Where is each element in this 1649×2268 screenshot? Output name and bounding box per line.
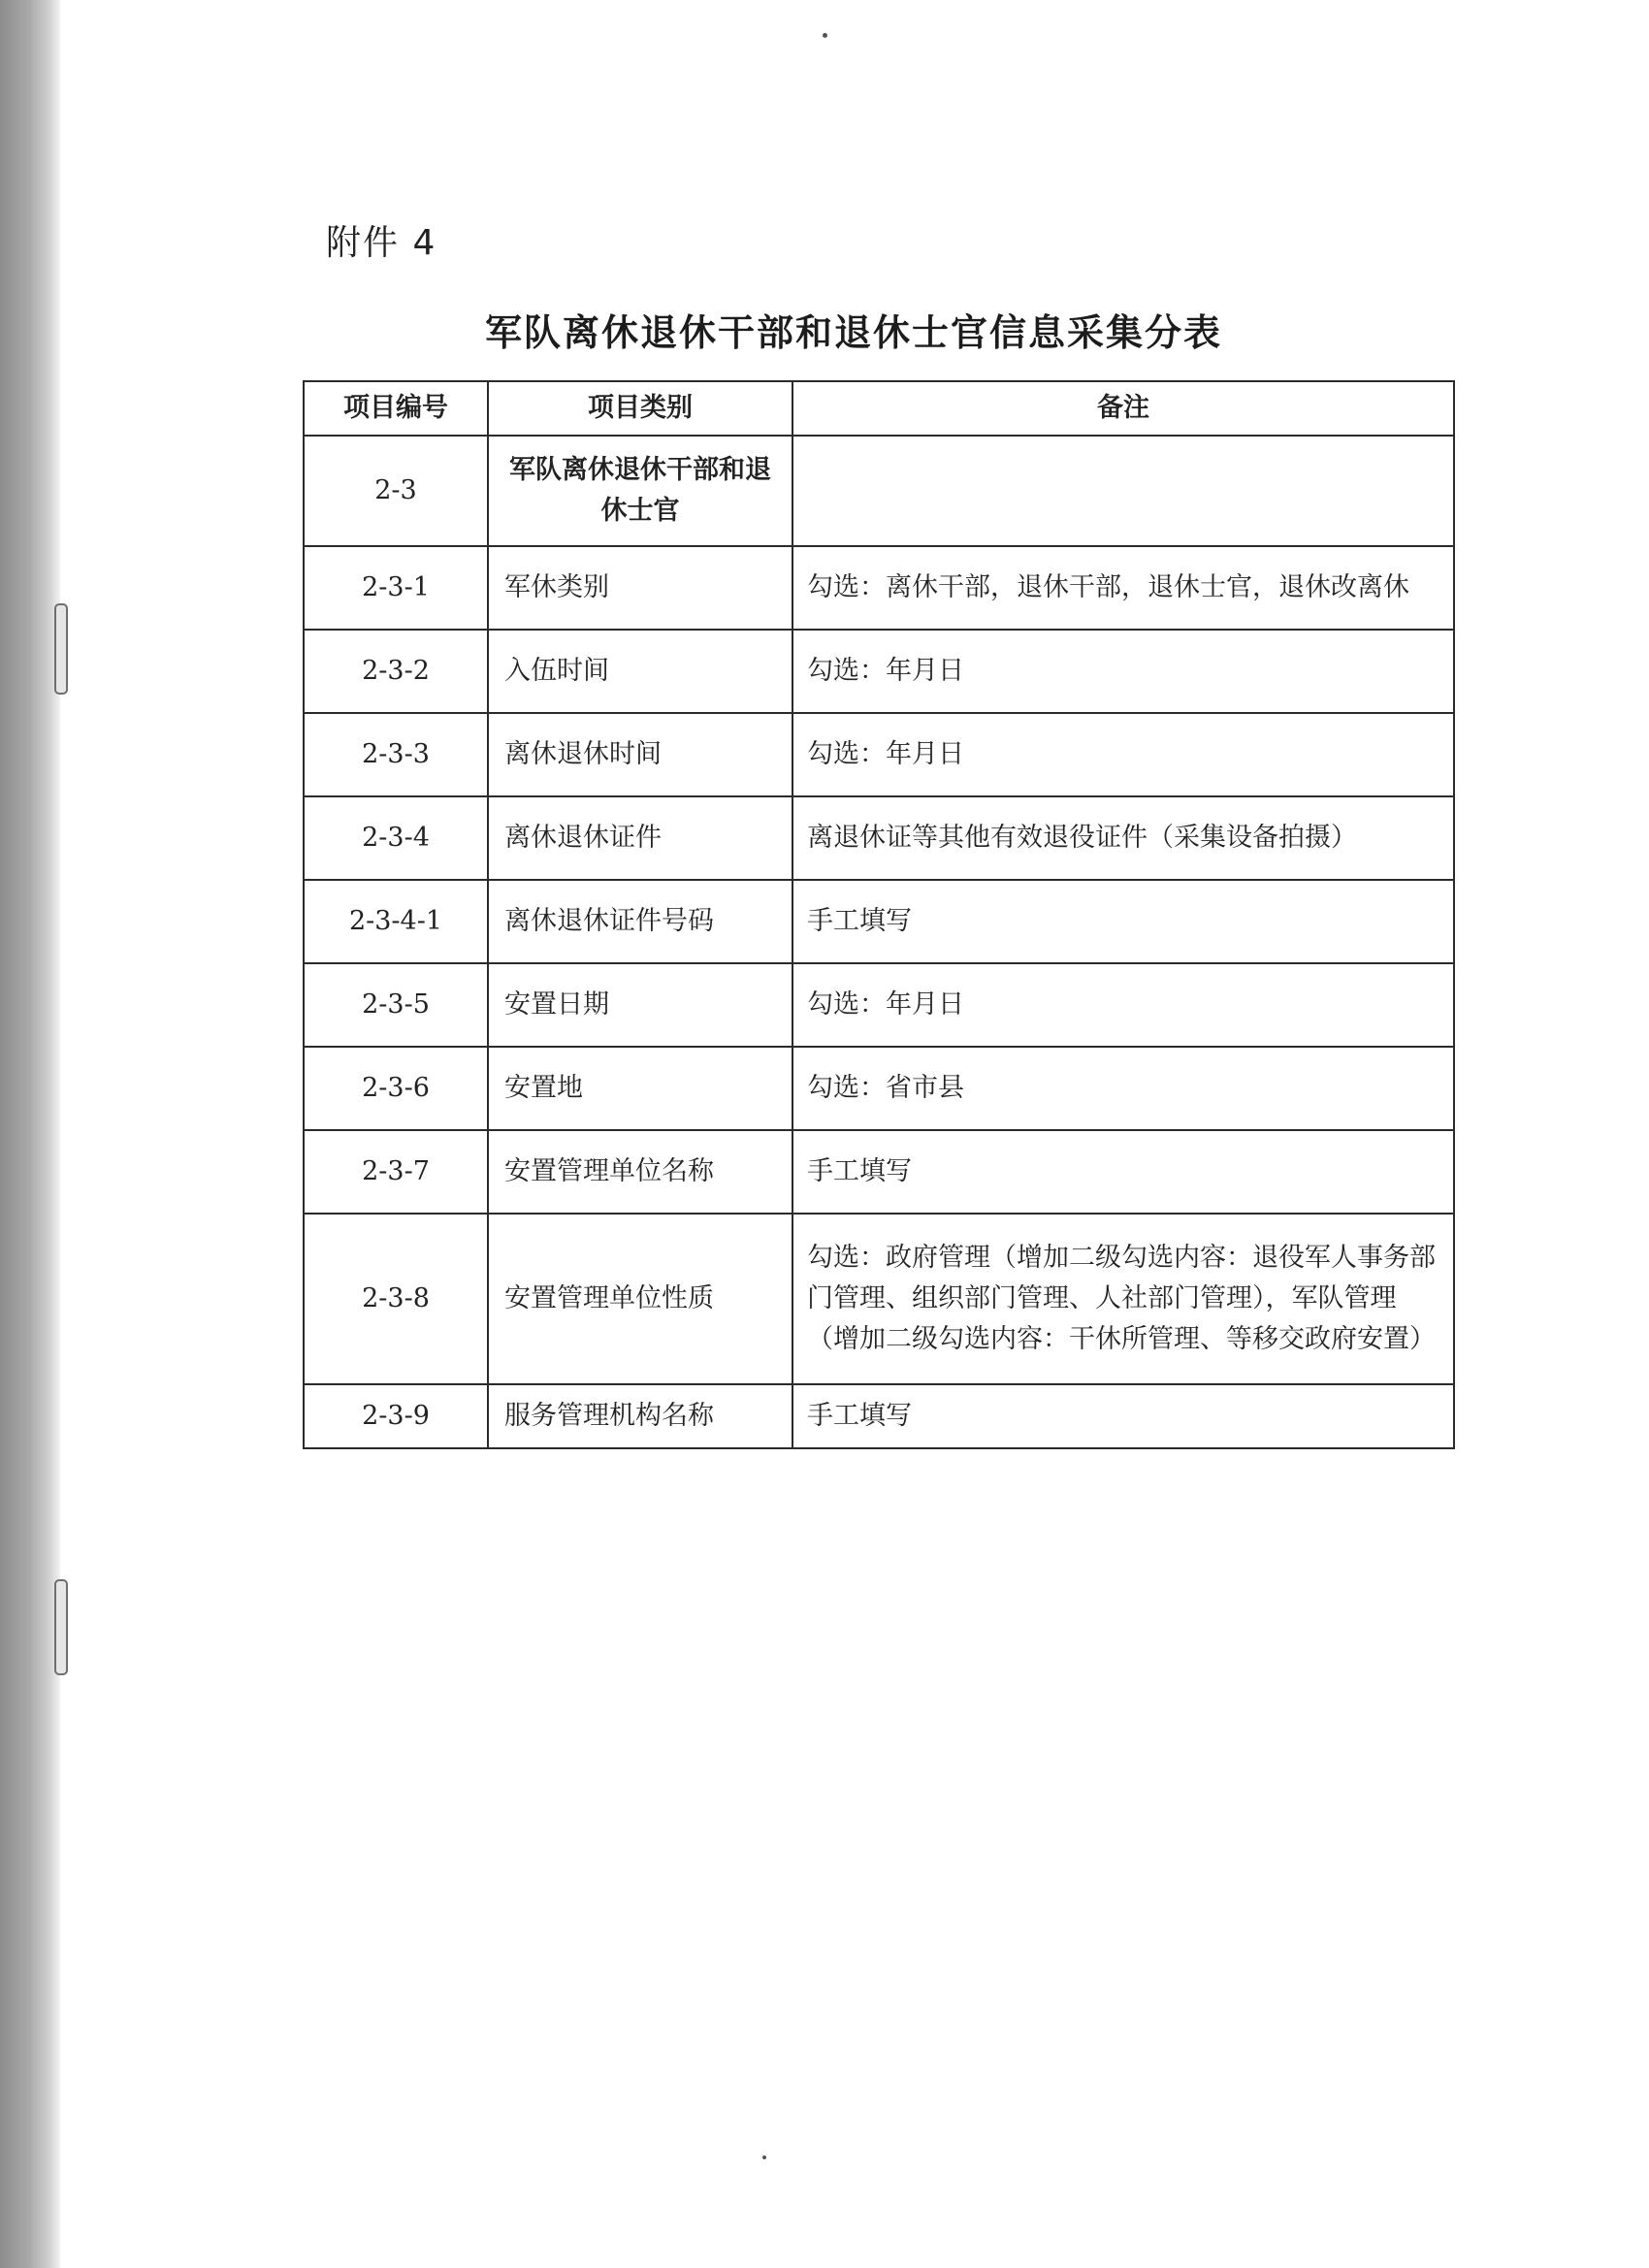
table-row [304,630,1454,713]
item-category: 安置管理单位性质 [488,1214,792,1384]
table-group-row [304,436,1454,546]
item-note: 勾选：政府管理（增加二级勾选内容：退役军人事务部门管理、组织部门管理、人社部门管理），军队管理（增加二级勾选内容：干休所管理、等移交政府安置） [792,1214,1454,1384]
document-title: 军队离休退休干部和退休士官信息采集分表 [484,311,1222,354]
item-note [792,436,1454,546]
header-note: 备注 [792,381,1454,436]
item-code: 2-3-7 [304,1130,488,1214]
table-row [304,1384,1454,1448]
item-category: 服务管理机构名称 [488,1384,792,1448]
item-category: 入伍时间 [488,630,792,713]
attachment-label: 附件 4 [326,223,437,263]
item-category: 军休类别 [488,546,792,630]
item-category: 军队离休退休干部和退休士官 [488,436,792,546]
scan-speck [823,33,827,38]
item-category: 离休退休证件 [488,796,792,880]
item-code: 2-3-6 [304,1047,488,1130]
item-note: 手工填写 [792,1384,1454,1448]
item-code: 2-3-8 [304,1214,488,1384]
item-code: 2-3-3 [304,713,488,796]
table-row [304,1130,1454,1214]
table-row [304,1214,1454,1384]
item-code: 2-3-2 [304,630,488,713]
scan-speck [762,2155,766,2159]
table-row [304,1047,1454,1130]
table-header-row [304,381,1454,436]
item-category: 离休退休时间 [488,713,792,796]
item-note: 离退休证等其他有效退役证件（采集设备拍摄） [792,796,1454,880]
table-row [304,796,1454,880]
item-note: 勾选：年月日 [792,713,1454,796]
item-code: 2-3-5 [304,963,488,1047]
item-code: 2-3-4-1 [304,880,488,963]
header-item-code: 项目编号 [304,381,488,436]
item-note: 勾选：离休干部，退休干部，退休士官，退休改离休 [792,546,1454,630]
item-code: 2-3-4 [304,796,488,880]
item-note: 手工填写 [792,1130,1454,1214]
info-collection-table [303,380,1455,1449]
item-note: 勾选：年月日 [792,963,1454,1047]
header-item-category: 项目类别 [488,381,792,436]
binder-clip [54,603,68,695]
table-row [304,713,1454,796]
binder-clip [54,1579,68,1675]
item-category: 安置地 [488,1047,792,1130]
table-row [304,880,1454,963]
table-row [304,546,1454,630]
item-category: 安置日期 [488,963,792,1047]
table-row [304,963,1454,1047]
item-code: 2-3-9 [304,1384,488,1448]
item-category: 安置管理单位名称 [488,1130,792,1214]
item-note: 手工填写 [792,880,1454,963]
item-code: 2-3-1 [304,546,488,630]
item-note: 勾选：省市县 [792,1047,1454,1130]
item-note: 勾选：年月日 [792,630,1454,713]
item-category: 离休退休证件号码 [488,880,792,963]
item-code: 2-3 [304,436,488,546]
